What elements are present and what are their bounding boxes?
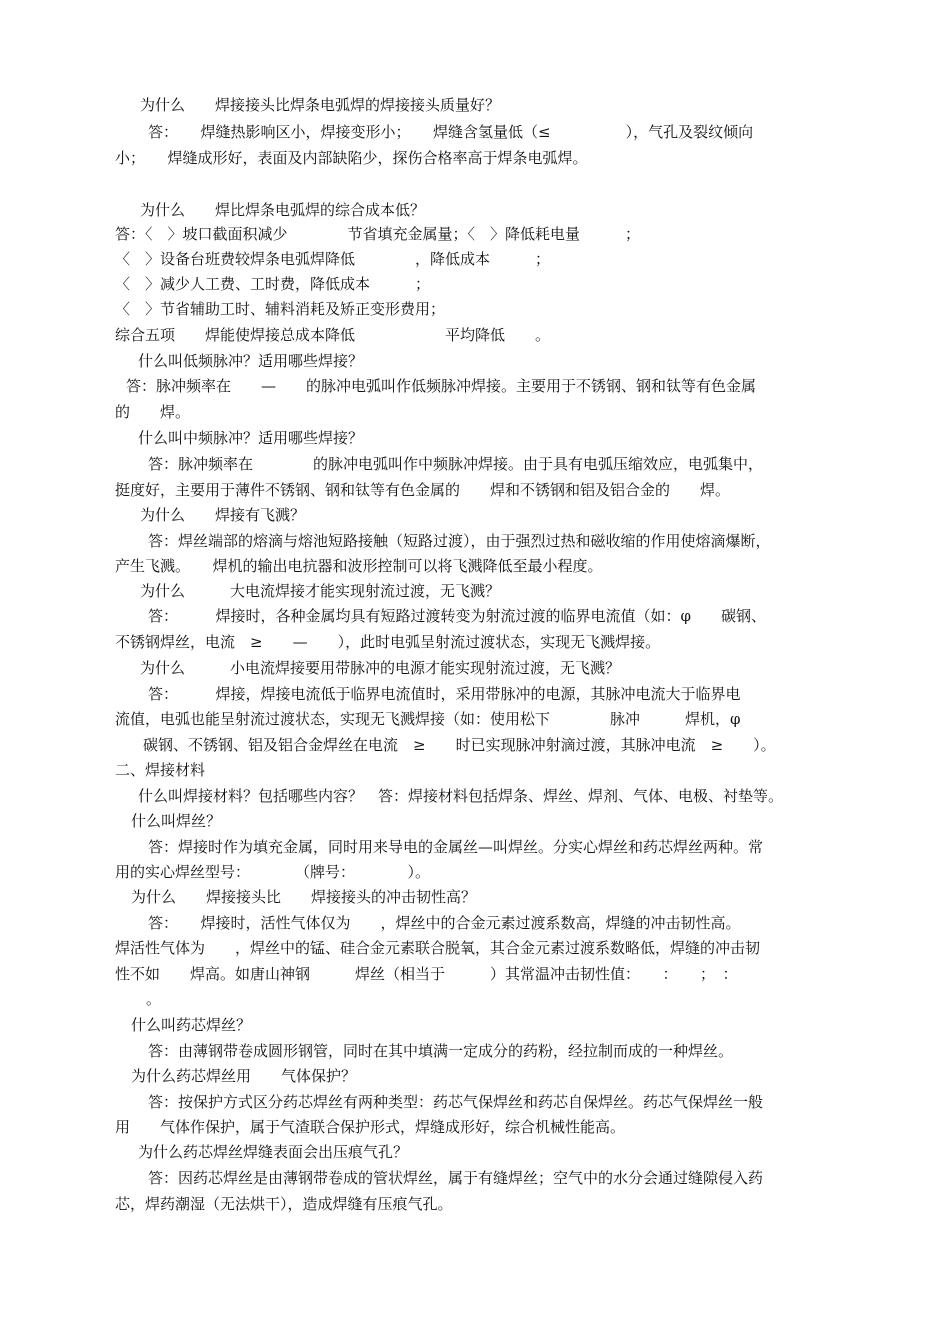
answer-line: 。 xyxy=(146,990,162,1008)
answer-line: 答： 焊接时，各种金属均具有短路过渡转变为射流过渡的临界电流值（如：φ 碳钢、 xyxy=(148,607,767,625)
answer-line: 〈 〉节省辅助工时、辅料消耗及矫正变形费用； xyxy=(115,300,446,318)
answer-line: 流值，电弧也能呈射流过渡状态，实现无飞溅焊接（如：使用松下 脉冲 焊机，φ xyxy=(115,710,741,728)
answer-line: 答：焊丝端部的熔滴与熔池短路接触（短路过渡），由于强烈过热和磁收缩的作用使熔滴爆断， xyxy=(148,532,771,550)
answer-line: 〈 〉设备台班费较焊条电弧焊降低 ，降低成本 ； xyxy=(115,250,551,268)
question-line: 为什么 焊接接头比焊条电弧焊的焊接接头质量好？ xyxy=(140,96,501,114)
question-line: 为什么药芯焊丝焊缝表面会出压痕气孔？ xyxy=(138,1143,409,1161)
answer-line: 答： 焊接时，活性气体仅为 ，焊丝中的合金元素过渡系数高，焊缝的冲击韧性高。 xyxy=(148,914,741,932)
answer-line: 答：脉冲频率在 — 的脉冲电弧叫作低频脉冲焊接。主要用于不锈钢、钢和钛等有色金属 xyxy=(126,377,757,395)
question-line: 为什么 焊接接头比 焊接接头的冲击韧性高？ xyxy=(131,888,477,906)
answer-line: 答：按保护方式区分药芯焊丝有两种类型：药芯气保焊丝和药芯自保焊丝。药芯气保焊丝一般 xyxy=(148,1093,764,1111)
section-heading: 二、焊接材料 xyxy=(115,761,206,779)
answer-line: 挺度好，主要用于薄件不锈钢、钢和钛等有色金属的 焊和不锈钢和铝及铝合金的 焊。 xyxy=(115,481,731,499)
question-line: 为什么 大电流焊接才能实现射流过渡，无飞溅？ xyxy=(140,582,501,600)
answer-line: 答：〈 〉坡口截面积减少 节省填充金属量；〈 〉降低耗电量 ； xyxy=(115,225,641,243)
answer-line: 答：因药芯焊丝是由薄钢带卷成的管状焊丝，属于有缝焊丝；空气中的水分会通过缝隙侵入药 xyxy=(148,1169,764,1187)
question-line: 什么叫药芯焊丝？ xyxy=(131,1016,252,1034)
question-line: 为什么 小电流焊接要用带脉冲的电源才能实现射流过渡，无飞溅？ xyxy=(140,659,621,677)
answer-line: 〈 〉减少人工费、工时费，降低成本 ； xyxy=(115,275,431,293)
answer-line: 不锈钢焊丝，电流 ≥ — ），此时电弧呈射流过渡状态，实现无飞溅焊接。 xyxy=(115,633,661,651)
question-line: 什么叫低频脉冲？适用哪些焊接？ xyxy=(138,352,364,370)
answer-line: 性不如 焊高。如唐山神钢 焊丝（相当于 ）其常温冲击韧性值： ： ； ： xyxy=(115,965,738,983)
answer-line: 芯，焊药潮湿（无法烘干），造成焊缝有压痕气孔。 xyxy=(115,1195,453,1213)
answer-line: 产生飞溅。 焊机的输出电抗器和波形控制可以将飞溅降低至最小程度。 xyxy=(115,557,603,575)
answer-line: 碳钢、不锈钢、铝及铝合金焊丝在电流 ≥ 时已实现脉冲射滴过渡，其脉冲电流 ≥ ）。 xyxy=(143,736,776,754)
answer-line: 用的实心焊丝型号： （牌号： ）。 xyxy=(115,863,431,881)
question-line: 什么叫焊丝？ xyxy=(131,812,222,830)
answer-line: 答：由薄钢带卷成圆形钢管，同时在其中填满一定成分的药粉，经拉制而成的一种焊丝。 xyxy=(148,1042,734,1060)
question-line: 为什么 焊比焊条电弧焊的综合成本低？ xyxy=(140,201,426,219)
answer-line: 综合五项 焊能使焊接总成本降低 平均降低 。 xyxy=(115,326,551,344)
answer-line: 答：焊接时作为填充金属，同时用来导电的金属丝—叫焊丝。分实心焊丝和药芯焊丝两种。常 xyxy=(148,838,764,856)
answer-line: 答：脉冲频率在 的脉冲电弧叫作中频脉冲焊接。由于具有电弧压缩效应，电弧集中， xyxy=(148,455,764,473)
answer-line: 焊活性气体为 ，焊丝中的锰、硅合金元素联合脱氧，其合金元素过渡系数略低，焊缝的冲击韧 xyxy=(115,939,761,957)
question-line: 什么叫焊接材料？包括哪些内容？ 答：焊接材料包括焊条、焊丝、焊剂、气体、电极、衬垫等。 xyxy=(138,787,784,805)
answer-line: 答： 焊接，焊接电流低于临界电流值时，采用带脉冲的电源，其脉冲电流大于临界电 xyxy=(148,685,741,703)
question-line: 为什么 焊接有飞溅？ xyxy=(140,506,306,524)
question-line: 为什么药芯焊丝用 气体保护？ xyxy=(131,1067,357,1085)
answer-line: 用 气体作保护，属于气渣联合保护形式，焊缝成形好，综合机械性能高。 xyxy=(115,1118,626,1136)
question-line: 什么叫中频脉冲？适用哪些焊接？ xyxy=(138,429,364,447)
answer-line: 小； 焊缝成形好，表面及内部缺陷少，探伤合格率高于焊条电弧焊。 xyxy=(115,149,588,167)
answer-line: 答： 焊缝热影响区小，焊接变形小； 焊缝含氢量低（≤ ），气孔及裂纹倾向 xyxy=(148,123,754,141)
answer-line: 的 焊。 xyxy=(115,403,191,421)
